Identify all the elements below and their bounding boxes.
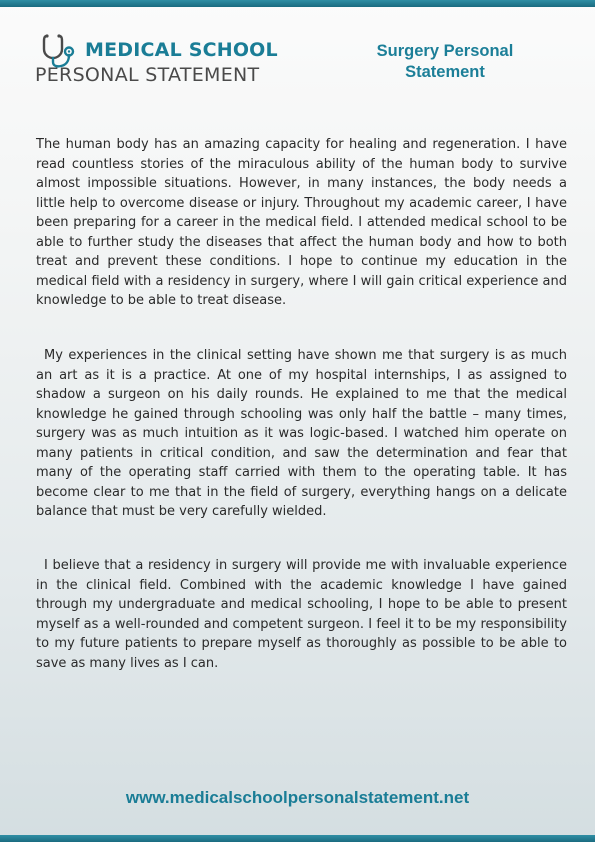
document-title-line1: Surgery Personal: [376, 42, 514, 60]
body-paragraph-2: My experiences in the clinical setting have shown me that surgery is as much an art as it is a practice. At one of my hospital internships, I as assigned to shadow a surgeon on his daily rounds. He explained to me that the medical knowledge he gained through schooling was only half the battle – many times, surgery was as much intuition as it was logic-based. I watched him operate on many patients in critical condition, and saw the determination and fear that many of the operating staff carried with them to the operating table. It has become clear to me that in the field of surgery, everything hangs on a delicate balance that must be very carefully wielded.: [36, 348, 567, 519]
logo-text-personal-statement: PERSONAL STATEMENT: [35, 64, 260, 86]
logo-text-medical-school: MEDICAL SCHOOL: [85, 39, 278, 61]
footer-website-link[interactable]: www.medicalschoolpersonalstatement.net: [125, 788, 470, 807]
bottom-border-bar: [0, 835, 595, 842]
document-title: [340, 41, 550, 83]
site-logo[interactable]: [35, 33, 285, 93]
body-paragraph-1: The human body has an amazing capacity for healing and regeneration. I have read countless stories of the miraculous ability of the human body to survive almost impossible situations. However, in many instances, the body needs a little help to overcome disease or injury. Throughout my academic career, I have been preparing for a career in the medical field. I attended medical school to be able to further study the diseases that affect the human body and how to both treat and prevent these conditions. I hope to continue my education in the medical field with a residency in surgery, where I will gain critical experience and knowledge to be able to treat disease.: [36, 137, 567, 308]
top-border-bar: [0, 0, 595, 7]
body-paragraph-3: I believe that a residency in surgery will provide me with invaluable experience in the clinical field. Combined with the academic knowledge I have gained through my undergraduate and medical schooling, I hope to be able to present myself as a well-rounded and competent surgeon. I feel it to be my responsibility to my future patients to prepare myself as thoroughly as possible to be able to save as many lives as I can.: [36, 558, 567, 671]
document-title-line2: Statement: [405, 63, 485, 81]
